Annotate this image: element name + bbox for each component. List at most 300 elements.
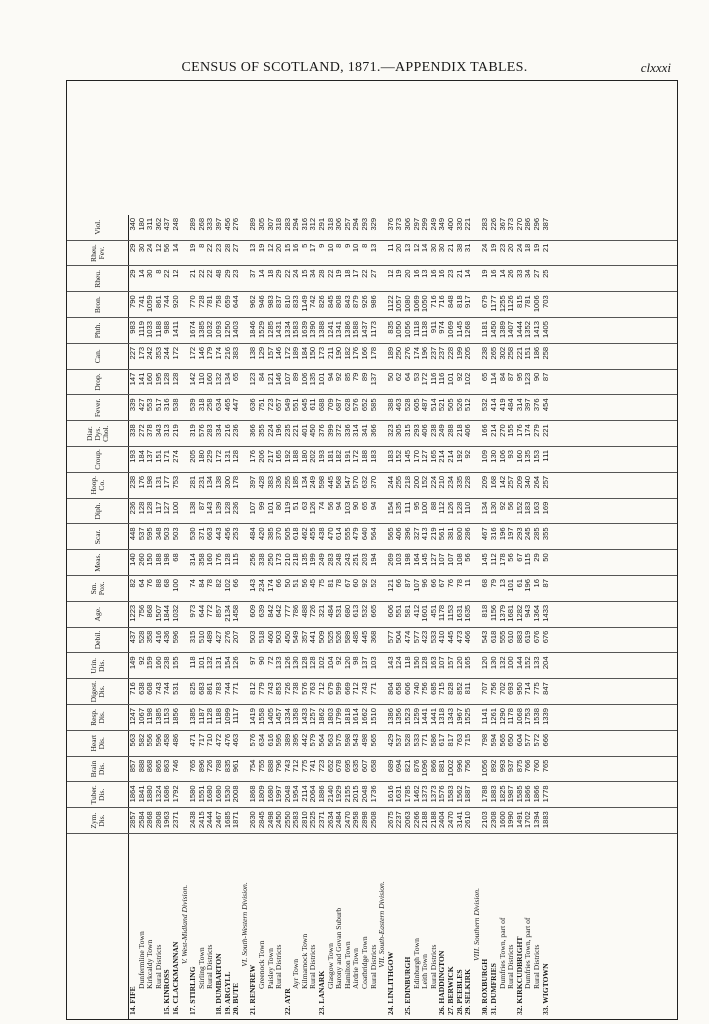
table-cell: 305 [394,424,404,437]
table-cell: 1117 [231,708,241,724]
table-cell: 102 [222,579,232,592]
table-cell: 283 [480,217,490,231]
table-cell: 135 [394,501,404,515]
table-cell: 143 [385,656,395,670]
table-cell: 138 [213,475,223,489]
table-cell: 314 [514,398,524,412]
table-cell: 23 [231,269,241,278]
table-cell: 20 [274,243,284,253]
table-cell: 1580 [188,785,198,803]
table-cell: 94 [368,501,378,511]
table-cell: 116 [437,372,447,385]
table-cell: 606 [403,682,412,695]
table-cell: 429 [385,733,395,747]
table-cell: 617 [437,733,447,747]
table-cell: 1067 [136,708,146,725]
table-cell: 1247 [128,708,137,725]
table-cell: 244 [162,346,172,360]
table-cell: 318 [274,217,284,231]
table-cell: 139 [213,501,223,515]
table-cell: 387 [540,217,550,231]
table-cell: 25 [540,269,550,278]
table-cell: 744 [222,682,232,695]
table-cell: 26 [506,269,516,278]
table-cell: 96 [420,579,430,588]
table-cell: 121 [265,372,275,386]
table-cell: 744 [162,295,172,308]
table-cell: 479 [351,527,361,541]
table-cell: 174 [411,346,421,360]
table-cell: 193 [128,450,137,463]
table-cell: 740 [411,682,421,695]
table-cell: 565 [385,527,395,541]
table-cell: 228 [445,346,455,360]
table-cell: 1437 [360,321,370,338]
table-cell: 285 [531,527,541,541]
table-cell: 357 [299,630,309,644]
table-cell: 462 [299,527,309,541]
table-cell: 74 [317,501,327,511]
table-cell: 607 [360,759,370,773]
table-cell: 103 [368,656,378,670]
column-header: Scar. [67,524,129,549]
table-cell: 798 [480,733,490,747]
table-cell: 107 [437,656,447,670]
column [67,473,677,499]
table-cell: 1138 [420,321,430,338]
table-cell: 118 [403,656,412,669]
table-cell: 65 [360,501,370,511]
table-cell: 257 [506,475,516,489]
table-cell: 87 [403,579,412,588]
table-cell: 1441 [428,708,438,725]
column-header: Hoop. Co. [67,473,129,498]
table-cell: 100 [170,579,180,592]
table-cell: 341 [360,424,370,437]
table-cell: 811 [463,682,473,695]
table-cell: 306 [334,217,344,231]
table-cell: 214 [437,450,447,463]
table-cell: 205 [188,450,198,463]
table-cell: 11 [385,243,395,252]
row-label: Dumfries Town, part of [497,917,507,989]
table-cell: 198 [162,553,172,566]
table-cell: 173 [317,346,327,360]
table-cell: 1631 [394,785,404,803]
row-label: 16. CLACKMANNAN [170,941,180,1015]
table-cell: 471 [188,733,198,747]
table-cell: 454 [540,398,550,412]
table-cell: 920 [170,295,180,308]
table-cell: 1056 [403,321,412,338]
table-cell: 90 [256,656,266,665]
table-cell: 2868 [145,811,155,829]
table-cell: 133 [274,656,284,670]
table-cell: 176 [213,553,223,566]
table-cell: 74 [188,579,198,588]
table-cell: 1886 [317,785,327,803]
table-cell: 29 [222,269,232,278]
table-cell: 110 [196,372,206,385]
table-cell: 848 [445,295,455,308]
table-cell: 294 [351,217,361,231]
table-cell: 652 [360,398,370,412]
table-cell: 577 [523,733,533,747]
table-cell: 19 [256,243,266,253]
table-cell: 1407 [506,321,516,338]
table-cell: 765 [540,759,550,773]
table-cell: 28 [317,269,327,278]
table-cell: 741 [308,759,318,773]
table-cell: 756 [463,759,473,773]
table-cell: 525 [325,630,335,644]
table-cell: 754 [248,759,258,773]
row-label: Leith Town [420,954,430,989]
table-cell: 1343 [445,708,455,725]
table-cell: 9 [317,243,327,248]
table-cell: 257 [540,475,550,489]
table-cell: 565 [368,733,378,747]
table-cell: 1385 [153,708,163,725]
table-cell: 663 [205,527,215,541]
table-cell: 157 [445,656,455,670]
table-cell: 565 [497,733,507,747]
table-cell: 130 [488,450,498,463]
table-cell: 400 [445,217,455,231]
table-cell: 13 [420,269,430,278]
table-cell: 448 [128,527,137,541]
table-cell: 1846 [248,321,258,338]
row-label: Paisley Town [265,948,275,989]
table-cell: 676 [531,630,541,644]
table-cell: 260 [136,553,146,566]
table-cell: 473 [454,630,464,644]
table-cell: 596 [170,630,180,644]
table-cell: 772 [205,604,215,618]
table-cell: 330 [454,217,464,231]
table-cell: 340 [523,475,533,489]
table-cell: 563 [128,733,137,747]
table-cell: 1685 [222,811,232,829]
table-cell: 99 [256,501,266,511]
table-cell: 144 [514,656,524,670]
table-cell: 879 [351,295,361,308]
table-cell: 56 [506,553,516,562]
table-cell: 355 [540,527,550,541]
row-label: 25. EDINBURGH [403,956,412,1015]
table-cell: 463 [231,733,241,747]
table-cell: 636 [248,398,258,412]
table-cell: 151 [153,450,163,463]
table-cell: 169 [540,501,550,515]
table-cell: 178 [497,553,507,566]
table-cell: 183 [368,450,378,463]
table-cell: 28 [222,243,232,253]
table-cell: 1188 [153,321,163,338]
table-cell: 1156 [488,604,498,622]
table-cell: 610 [506,630,516,644]
table-cell: 19 [334,269,344,278]
table-cell: 229 [205,450,215,463]
table-cell: 207 [231,630,241,644]
table-cell: 1099 [222,708,232,725]
table-cell: 336 [274,475,284,489]
table-cell: 528 [136,630,146,644]
column-header: Can. [67,344,129,369]
row-label: Rural Districts [274,944,284,989]
table-cell: 741 [136,295,146,308]
table-cell: 614 [334,527,344,541]
table-cell: 2415 [196,811,206,829]
table-cell: 486 [170,733,180,747]
table-cell: 1600 [497,811,507,829]
table-cell: 154 [222,656,232,670]
table-cell: 270 [497,424,507,437]
table-cell: 1562 [454,785,464,803]
table-cell: 22 [282,269,292,278]
table-cell: 466 [463,630,473,644]
table-cell: 568 [334,475,344,489]
table-cell: 666 [540,733,550,747]
table-cell: 135 [308,372,318,386]
table-cell: 715 [463,733,473,747]
table-cell: 23 [445,269,455,278]
table-cell: 19 [394,269,404,278]
table-cell: 563 [325,733,335,747]
column-header: Resp. Dis. [67,705,129,730]
table-cell: 143 [205,501,215,515]
table-cell: 78 [454,579,464,588]
table-cell: 205 [463,346,473,360]
table-cell: 173 [274,553,284,566]
table-cell: 30 [145,269,155,278]
table-cell: 505 [282,527,292,541]
table-cell: 78 [334,579,344,588]
table-cell: 12 [385,269,395,278]
table-cell: 1250 [222,321,232,338]
table-cell: 134 [205,475,215,489]
table-cell: 294 [291,217,301,231]
table-cell: 177 [162,475,172,489]
table-cell: 66 [394,579,404,588]
table-cell: 2155 [342,785,352,803]
table-cell: 209 [480,475,490,489]
table-cell: 16 [488,269,498,278]
table-cell: 120 [480,656,490,670]
table-cell: 599 [334,682,344,695]
table-cell: 441 [308,630,318,644]
table-cell: 1444 [514,321,524,338]
table-cell: 1778 [540,785,550,803]
table-cell: 314 [351,424,361,437]
table-cell: 866 [428,759,438,773]
table-cell: 1390 [308,321,318,338]
table-cell: 1507 [153,604,163,622]
table-cell: 189 [385,346,395,360]
table-cell: 572 [531,733,541,747]
table-cell: 183 [523,501,533,515]
table-cell: 808 [334,295,344,308]
table-cell: 145 [403,450,412,463]
table-cell: 1639 [299,321,309,338]
table-cell: 313 [162,424,172,437]
table-cell: 539 [188,398,198,412]
column [67,344,677,370]
table-cell: 693 [506,682,516,695]
table-cell: 166 [360,346,370,360]
table-cell: 236 [231,424,241,437]
column-header: Zym. Dis. [67,808,129,833]
table-cell: 253 [231,527,241,541]
row-label: 14. FIFE [128,986,137,1015]
table-cell: 450 [282,630,292,644]
table-cell: 487 [420,398,430,412]
table-cell: 638 [136,682,146,695]
column [67,782,677,808]
table-cell: 618 [291,527,301,541]
table-cell: 37 [248,269,258,278]
table-cell: 89 [360,372,370,382]
table-cell: 555 [342,527,352,541]
table-cell: 2808 [153,811,163,829]
table-cell: 121 [385,579,395,592]
table-cell: 197 [506,527,516,541]
table-cell: 564 [317,733,327,747]
table-cell: 269 [385,553,395,566]
table-cell: 2610 [463,811,473,829]
table-cell: 743 [282,759,292,773]
table-cell: 153 [531,450,541,463]
table-cell: 88 [428,501,438,511]
table-cell: 131 [222,450,232,463]
row-label: Edinburgh Town [411,938,421,989]
table-cell: 109 [480,450,490,463]
table-cell: 467 [480,527,490,541]
table-cell: 349 [437,217,447,231]
table-cell: 2810 [299,811,309,829]
table-cell: 209 [514,475,524,489]
table-cell: 366 [248,424,258,437]
table-cell: 388 [385,398,395,412]
table-cell: 549 [282,398,292,412]
table-cell: 274 [170,450,180,463]
table-cell: 738 [291,682,301,695]
table-cell: 135 [299,553,309,566]
table-cell: 218 [454,424,464,437]
table-cell: 1153 [162,708,172,725]
table-cell: 8 [360,243,370,248]
table-cell: 293 [514,527,524,541]
table-cell: 348 [153,527,163,541]
table-cell: 1529 [256,321,266,338]
table-cell: 1431 [274,321,284,338]
table-cell: 185 [291,475,301,489]
table-cell: 217 [265,450,275,463]
table-cell: 1419 [248,708,258,725]
table-cell: 100 [170,501,180,515]
table-cell: 1702 [523,811,533,829]
row-label: Rural Districts [506,944,516,989]
table-cell: 775 [299,759,309,773]
table-cell: 703 [540,295,550,308]
table-cell: 1056 [480,759,490,777]
table-cell: 78 [205,579,215,588]
table-cell: 319 [188,424,198,437]
row-label: Coatbridge Town [360,936,370,989]
table-cell: 423 [420,630,430,644]
table-cell: 1866 [523,785,533,803]
table-cell: 1450 [488,321,498,338]
column-header: Digest. Dis. [67,679,129,704]
table-cell: 92 [454,372,464,382]
table-cell: 276 [222,630,232,644]
column-header: Diar. Dys. Chol. [67,421,129,446]
row-label: Rural Districts [428,944,438,989]
table-cell: 1990 [506,811,516,829]
table-cell: 102 [317,656,327,670]
table-cell: 845 [325,295,335,308]
table-cell: 685 [428,682,438,695]
table-cell: 476 [222,733,232,747]
table-cell: 488 [299,604,309,618]
table-cell: 224 [265,424,275,437]
table-cell: 193 [317,450,327,463]
table-cell: 726 [282,682,292,695]
table-cell: 1530 [222,785,232,803]
table-cell: 21 [454,269,464,278]
table-cell: 107 [445,553,455,566]
table-cell: 709 [325,398,335,412]
table-cell: 206 [256,450,266,463]
row-label: 26. HADDINGTON [437,950,447,1015]
table-cell: 112 [488,553,498,566]
table-cell: 1862 [317,708,327,725]
table-cell: 687 [334,398,344,412]
table-cell: 199 [308,553,318,566]
table-cell: 861 [205,682,215,695]
table-cell: 532 [480,398,490,412]
table-cell: 427 [213,630,223,644]
table-cell: 777 [282,604,292,618]
table-cell: 355 [256,424,266,437]
table-cell: 163 [428,656,438,670]
table-cell: 420 [256,527,266,541]
column-header: Drop. [67,370,129,395]
table-cell: 316 [299,217,309,231]
table-cell: 812 [248,682,258,695]
table-cell: 1588 [351,321,361,338]
table-cell: 13 [497,579,507,588]
table-cell: 1868 [248,785,258,803]
table-cell: 1405 [265,708,275,725]
table-cell: 946 [256,295,266,308]
table-cell: 543 [480,630,490,644]
column [67,421,677,447]
table-cell: 92 [334,372,344,382]
table-cell: 788 [213,759,223,773]
row-label: 18. DUMBARTON [213,953,223,1015]
table-cell: 753 [170,475,180,489]
table-cell: 190 [334,346,344,360]
table-cell: 29 [531,553,541,562]
table-cell: 103 [342,501,352,515]
table-cell: 714 [523,682,533,695]
table-cell: 555 [497,630,507,644]
table-cell: 818 [480,604,490,618]
table-cell: 950 [514,682,524,695]
table-cell: 236 [128,501,137,515]
table-cell: 100 [420,501,430,515]
